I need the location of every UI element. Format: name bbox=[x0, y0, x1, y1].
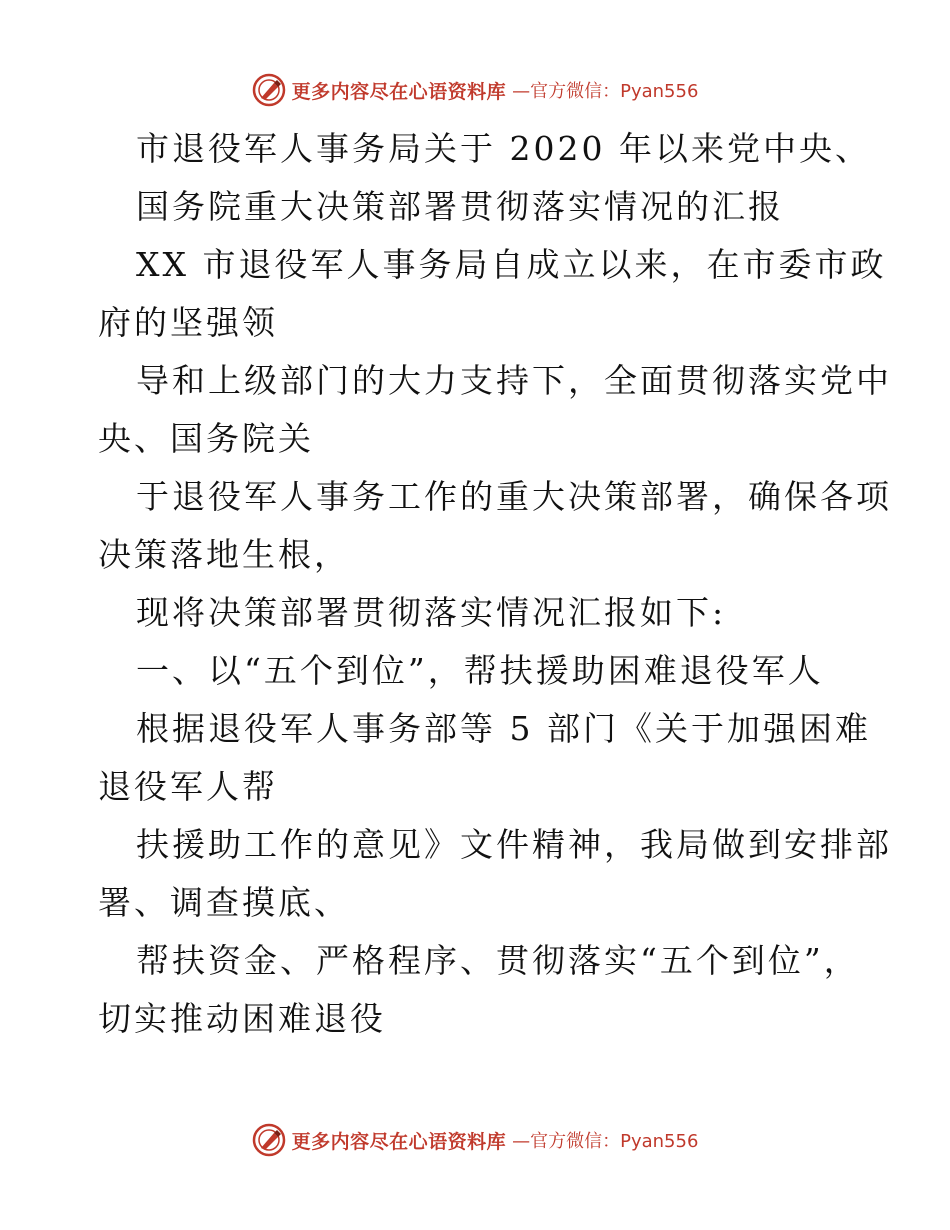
paragraph-line: 府的坚强领 bbox=[98, 303, 278, 342]
paragraph-line: XX 市退役军人事务局自成立以来，在市委市政 bbox=[136, 245, 887, 284]
document-body bbox=[98, 120, 892, 1048]
watermark-wechat-text: —官方微信：Pyan556 bbox=[512, 1131, 699, 1152]
title-line-2: 国务院重大决策部署贯彻落实情况的汇报 bbox=[136, 187, 784, 226]
pen-logo-icon bbox=[252, 1123, 286, 1157]
paragraph-line: 帮扶资金、严格程序、贯彻落实“五个到位”， bbox=[136, 941, 860, 980]
paragraph-line: 退役军人帮 bbox=[98, 767, 278, 806]
title-line-1: 市退役军人事务局关于 2020 年以来党中央、 bbox=[136, 129, 871, 168]
watermark-wechat-text: —官方微信：Pyan556 bbox=[512, 81, 699, 102]
paragraph-line: 央、国务院关 bbox=[98, 419, 314, 458]
watermark-banner-top bbox=[0, 70, 950, 110]
paragraph-line: 决策落地生根， bbox=[98, 535, 350, 574]
paragraph-line: 现将决策部署贯彻落实情况汇报如下: bbox=[136, 593, 727, 632]
watermark-brand-text: 更多内容尽在心语资料库 bbox=[291, 1130, 507, 1153]
paragraph-line: 切实推动困难退役 bbox=[98, 999, 386, 1038]
pen-logo-icon bbox=[252, 73, 286, 107]
paragraph-line: 导和上级部门的大力支持下，全面贯彻落实党中 bbox=[136, 361, 892, 400]
paragraph-line: 根据退役军人事务部等 5 部门《关于加强困难 bbox=[136, 709, 871, 748]
paragraph-line: 扶援助工作的意见》文件精神，我局做到安排部 bbox=[136, 825, 892, 864]
section-heading: 一、以“五个到位”，帮扶援助困难退役军人 bbox=[136, 651, 824, 690]
paragraph-line: 署、调查摸底、 bbox=[98, 883, 350, 922]
watermark-banner-bottom bbox=[0, 1120, 950, 1160]
paragraph-line: 于退役军人事务工作的重大决策部署，确保各项 bbox=[136, 477, 892, 516]
watermark-brand-text: 更多内容尽在心语资料库 bbox=[291, 80, 507, 103]
